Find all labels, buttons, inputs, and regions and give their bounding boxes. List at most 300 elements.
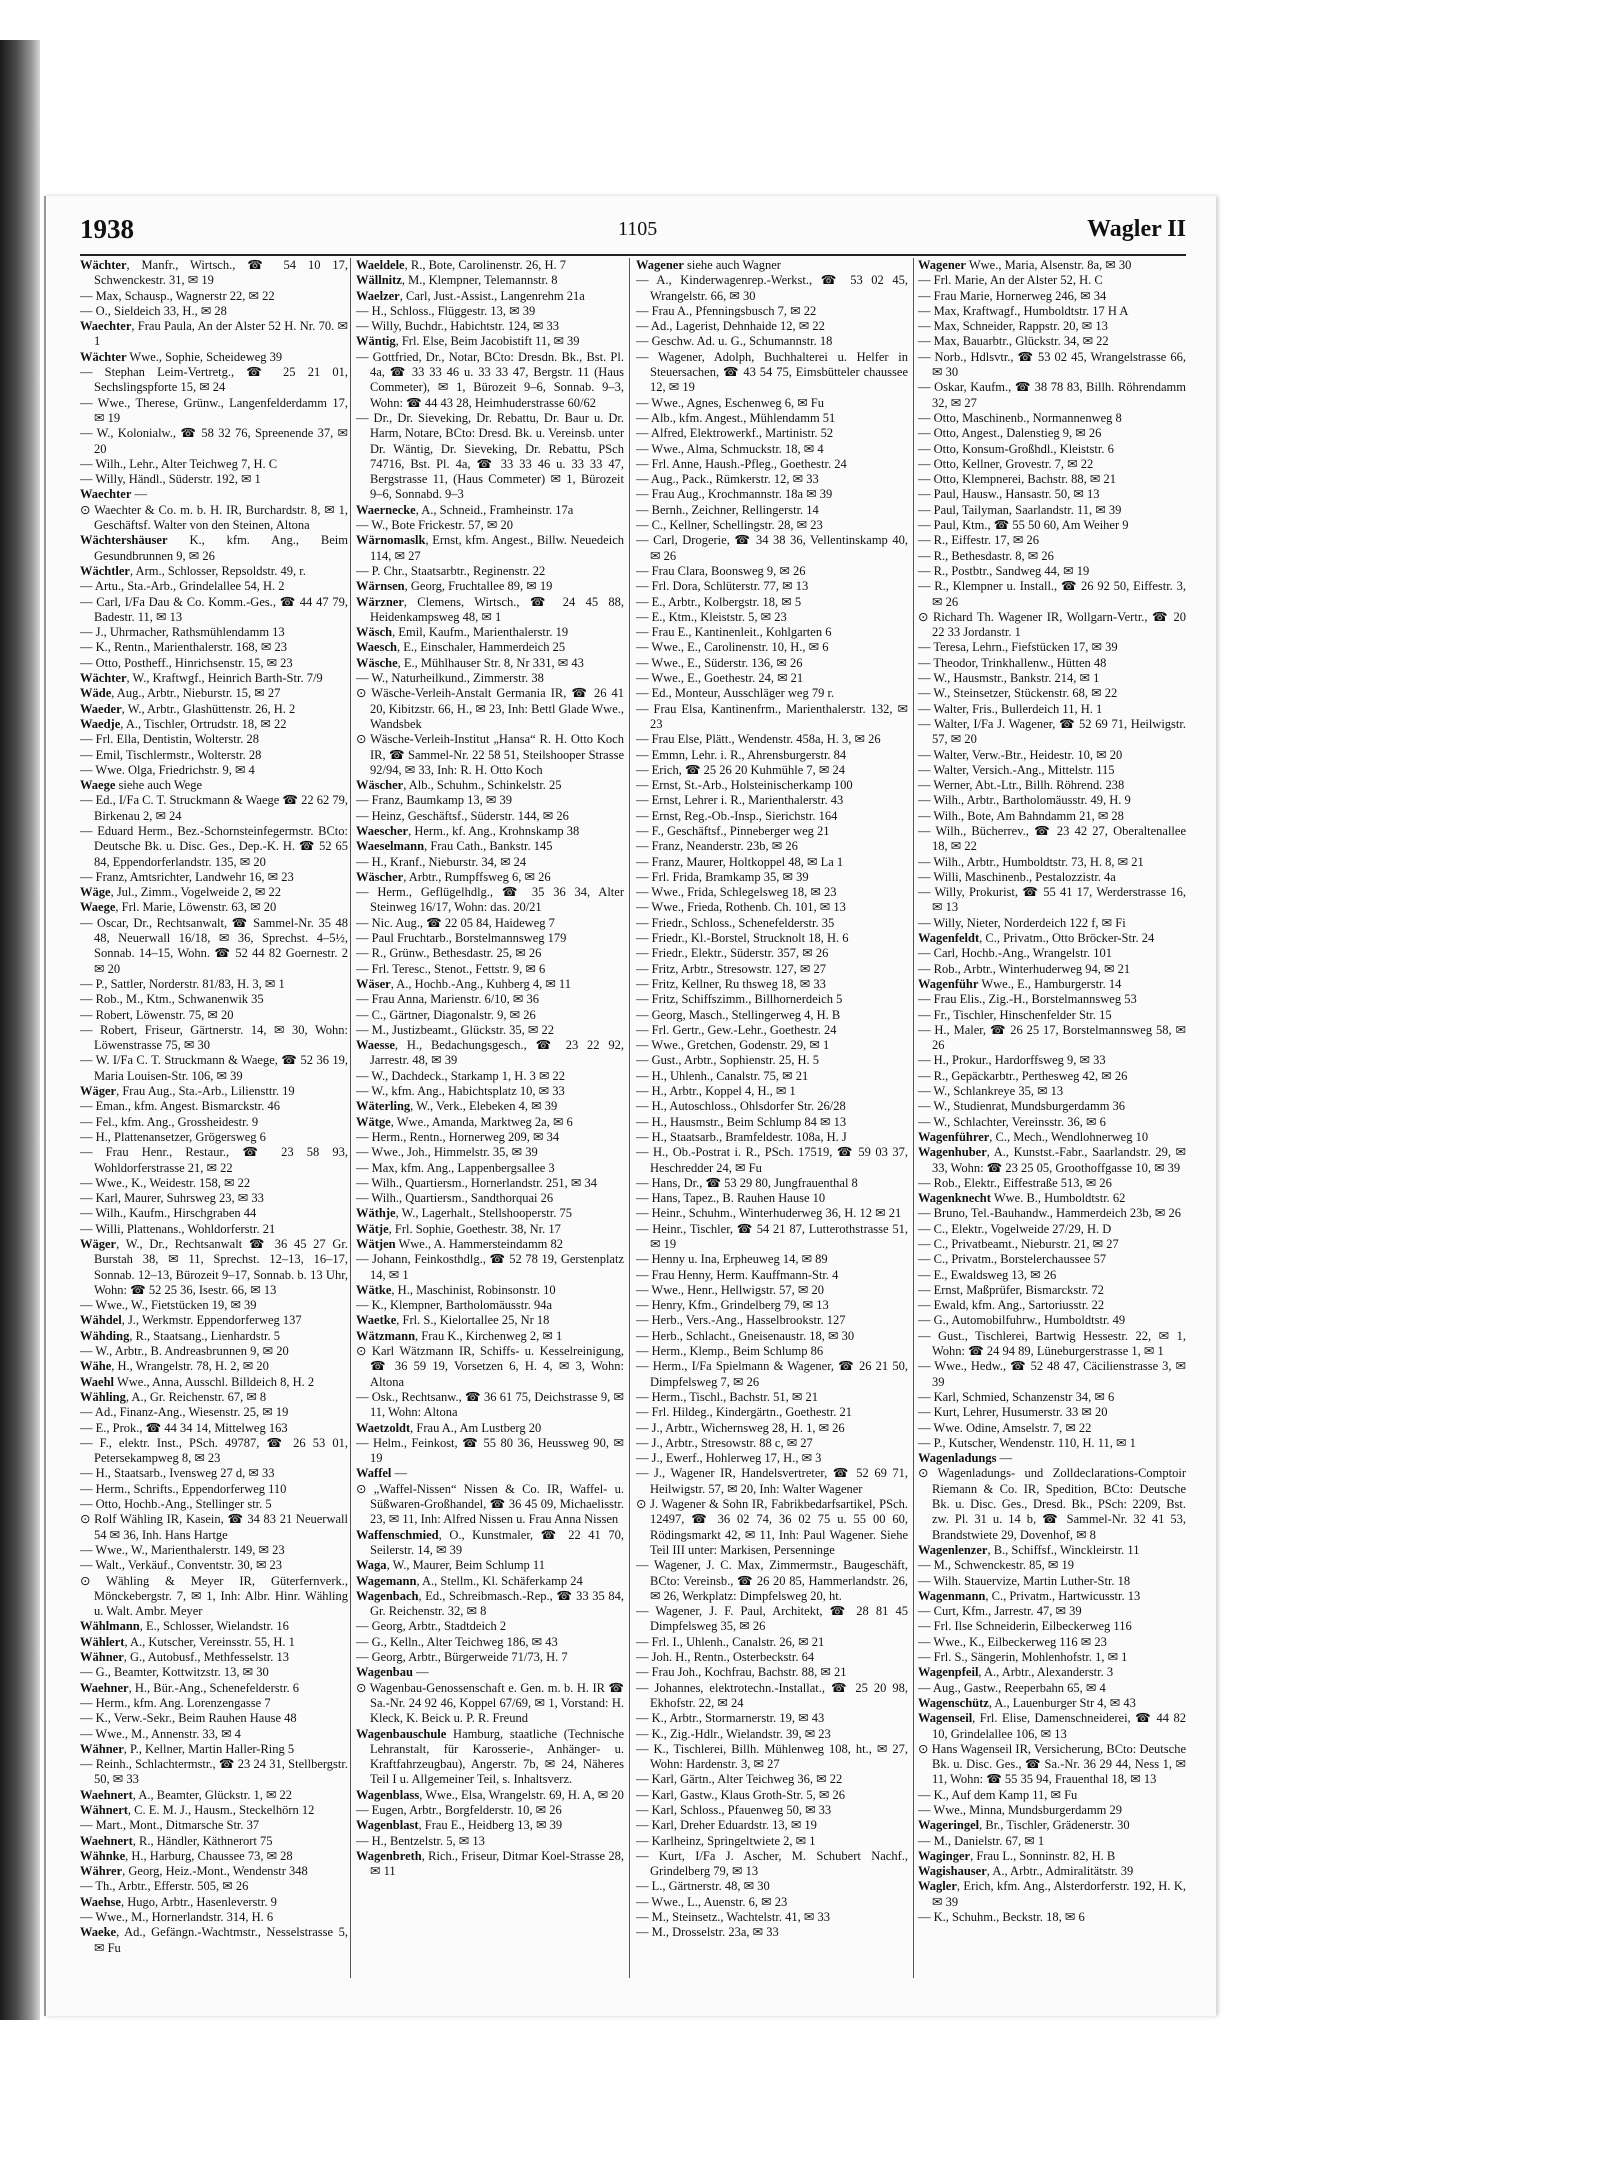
directory-entry: ⊙ Waechter & Co. m. b. H. IR, Burchardstr. 8, ✉ 1, Geschäftsf. Walter von den Steinen, Altona [80, 502, 348, 533]
directory-entry: Wagenbauschule Hamburg, staatliche (Technische Lehranstalt, für Karosserie-, Anhänger- u. Kraftfahrzeugbau), Angerstr. 7b, ✉ 24, Näheres Teil I u. Allgemeiner Teil, s. Inhaltsverz. [356, 1726, 624, 1787]
directory-entry: — Herm., kfm. Ang. Lorenzengasse 7 [80, 1695, 271, 1710]
directory-entry: — P., Kutscher, Wendenstr. 110, H. 11, ✉ 1 [918, 1435, 1136, 1450]
directory-entry: Waechter, Frau Paula, An der Alster 52 H. Nr. 70. ✉ 1 [80, 319, 348, 349]
directory-entry: Währer, Georg, Heiz.-Mont., Wendenstr 348 [80, 1864, 308, 1879]
directory-entry: — Frau E., Kantinenleit., Kohlgarten 6 [636, 625, 832, 640]
directory-entry: — P. Chr., Staatsarbtr., Reginenstr. 22 [356, 563, 546, 578]
directory-entry: — Dr., Dr. Sieveking, Dr. Rebattu, Dr. Baur u. Dr. Harm, Notare, BCto: Dresd. Bk. u. Vereinsb. unter Dr. Wäntig, Dr. Sieveking, Dr. Rebattu, PSch 74716, Bst. Pl. 4a, ☎ 33 33 46 u. 33 33 47, Bergstrasse 11, (Haus Commeter) ✉ 1, Bürozeit 9–6, Sonnabd. 9–3 [356, 410, 624, 502]
column-divider [350, 258, 351, 1978]
directory-page [44, 196, 1216, 2016]
directory-entry: — E., Prok., ☎ 44 34 14, Mittelweg 163 [80, 1420, 288, 1435]
directory-entry: — Wwe., Therese, Grünw., Langenfelderdamm 17, ✉ 19 [80, 395, 348, 425]
directory-entry: Wäger, W., Dr., Rechtsanwalt ☎ 36 45 27 Gr. Burstah 38, ✉ 11, Sprechst. 12–13, 16–17, Sonnab. 12–13, Bürozeit 9–17, Sonnab. b. 13 Uhr, Wohn: ☎ 52 25 36, Isestr. 66, ✉ 13 [80, 1237, 348, 1297]
directory-entry: Wagenblast, Frau E., Heidberg 13, ✉ 39 [356, 1818, 563, 1833]
directory-entry: ⊙ Richard Th. Wagener IR, Wollgarn-Vertr., ☎ 20 22 33 Jordanstr. 1 [918, 609, 1186, 640]
directory-entry: — Ernst, Lehrer i. R., Marienthalerstr. 43 [636, 793, 844, 808]
directory-entry: — Frau Marie, Hornerweg 246, ✉ 34 [918, 288, 1107, 303]
directory-entry: Wärnomaslk, Ernst, kfm. Angest., Billw. Neuedeich 114, ✉ 27 [356, 533, 624, 563]
directory-entry: Waechter — [80, 487, 147, 502]
directory-entry: — Ed., I/Fa C. T. Struckmann & Waege ☎ 22 62 79, Birkenau 2, ✉ 24 [80, 793, 348, 823]
directory-entry: — Frl. Ilse Schneiderin, Eilbeckerweg 116 [918, 1619, 1132, 1634]
directory-entry: — Bernh., Zeichner, Rellingerstr. 14 [636, 502, 819, 517]
directory-entry: — C., Gärtner, Diagonalstr. 9, ✉ 26 [356, 1007, 536, 1022]
directory-entry: — Wagener, Adolph, Buchhalterei u. Helfer in Steuersachen, ☎ 43 54 75, Eimsbütteler chaussee 12, ✉ 19 [636, 349, 908, 395]
directory-entry: — K., Rentn., Marienthalerstr. 168, ✉ 23 [80, 640, 287, 655]
directory-entry: — R., Bethesdastr. 8, ✉ 26 [918, 548, 1054, 563]
directory-entry: — Willy, Buchdr., Habichtstr. 124, ✉ 33 [356, 319, 560, 334]
directory-entry: ⊙ Rolf Wähling IR, Kasein, ☎ 34 83 21 Neuerwall 54 ✉ 36, Inh. Hans Hartge [80, 1512, 348, 1542]
directory-entry: — C., Kellner, Schellingstr. 28, ✉ 23 [636, 518, 823, 533]
directory-entry: Waege, Frl. Marie, Löwenstr. 63, ✉ 20 [80, 900, 277, 915]
directory-entry: — R., Postbtr., Sandweg 44, ✉ 19 [918, 563, 1090, 578]
directory-entry: Wählmann, E., Schlosser, Wielandstr. 16 [80, 1619, 289, 1634]
directory-entry: — Walter, Verw.-Btr., Heidestr. 10, ✉ 20 [918, 747, 1123, 762]
directory-entry: — R., Eiffestr. 17, ✉ 26 [918, 533, 1040, 548]
column-1 [80, 258, 348, 1978]
directory-entry: — Frl. Dora, Schlüterstr. 77, ✉ 13 [636, 579, 809, 594]
directory-entry: — Ewald, kfm. Ang., Sartoriusstr. 22 [918, 1298, 1105, 1313]
directory-entry: — J., Arbtr., Stresowstr. 88 c, ✉ 27 [636, 1435, 813, 1450]
directory-entry: — M., Justizbeamt., Glückstr. 35, ✉ 22 [356, 1022, 554, 1037]
directory-entry: — Otto, Postheff., Hinrichsenstr. 15, ✉ 23 [80, 655, 293, 670]
directory-entry: Waesse, H., Bedachungsgesch., ☎ 23 22 92, Jarrestr. 48, ✉ 39 [356, 1038, 624, 1068]
directory-entry: — Walter, Versich.-Ang., Mittelstr. 115 [918, 762, 1115, 777]
directory-entry: Wäthje, W., Lagerhalt., Stellshooperstr. 75 [356, 1206, 572, 1221]
directory-entry: — Willy, Händl., Süderstr. 192, ✉ 1 [80, 472, 261, 487]
directory-entry: Wagenführer, C., Mech., Wendlohnerweg 10 [918, 1129, 1149, 1144]
directory-entry: — Wilh., Bote, Am Bahndamm 21, ✉ 28 [918, 808, 1124, 823]
directory-entry: — Frau Elsa, Kantinenfrm., Marienthalerstr. 132, ✉ 23 [636, 701, 908, 731]
directory-entry: — C., Privatm., Borstelerchaussee 57 [918, 1252, 1107, 1267]
directory-entry: — Wwe., Agnes, Eschenweg 6, ✉ Fu [636, 395, 824, 410]
directory-entry: — Max, kfm. Ang., Lappenbergsallee 3 [356, 1160, 555, 1175]
header-year: 1938 [80, 214, 134, 244]
directory-entry: Waffenschmied, O., Kunstmaler, ☎ 22 41 70, Seilerstr. 14, ✉ 39 [356, 1527, 624, 1557]
directory-entry: Wagishauser, A., Arbtr., Admiralitätstr. 39 [918, 1864, 1134, 1879]
directory-entry: Waedje, A., Tischler, Ortrudstr. 18, ✉ 22 [80, 716, 287, 731]
directory-entry: Wätke, H., Maschinist, Robinsonstr. 10 [356, 1282, 556, 1297]
directory-entry: — Wwe., L., Auenstr. 6, ✉ 23 [636, 1894, 788, 1909]
directory-entry: — Herm., Geflügelhdlg., ☎ 35 36 34, Alter Steinweg 16/17, Wohn: das. 20/21 [356, 885, 624, 915]
directory-entry: — Frl. Anne, Haush.-Pfleg., Goethestr. 24 [636, 456, 847, 471]
directory-entry: Wagenfeldt, C., Privatm., Otto Bröcker-Str. 24 [918, 931, 1155, 946]
directory-entry: — W., Naturheilkund., Zimmerstr. 38 [356, 671, 544, 686]
directory-entry: — Heinr., Schuhm., Winterhuderweg 36, H. 12 ✉ 21 [636, 1206, 902, 1221]
directory-entry: — Wilh., Quartiersm., Sandthorquai 26 [356, 1191, 554, 1206]
directory-entry: — Fritz, Schiffszimm., Billhornerdeich 5 [636, 992, 843, 1007]
directory-entry: — Wwe., E., Carolinenstr. 10, H., ✉ 6 [636, 640, 829, 655]
directory-entry: — Hans, Dr., ☎ 53 29 80, Jungfrauenthal 8 [636, 1175, 858, 1190]
directory-entry: — Wwe., M., Annenstr. 33, ✉ 4 [80, 1726, 241, 1741]
directory-entry: — Helm., Feinkost, ☎ 55 80 36, Heussweg 90, ✉ 19 [356, 1435, 624, 1466]
directory-entry: — Franz, Maurer, Holtkoppel 48, ✉ La 1 [636, 854, 844, 869]
directory-entry: — Walt., Verkäuf., Conventstr. 30, ✉ 23 [80, 1558, 283, 1573]
directory-entry: — Ad., Finanz-Ang., Wiesenstr. 25, ✉ 19 [80, 1405, 289, 1420]
directory-entry: — E., Arbtr., Kolbergstr. 18, ✉ 5 [636, 594, 802, 609]
directory-entry: Wällnitz, M., Klempner, Telemannstr. 8 [356, 273, 558, 288]
directory-entry: — Johann, Feinkosthdlg., ☎ 52 78 19, Gerstenplatz 14, ✉ 1 [356, 1252, 624, 1282]
directory-entry: — Karl, Gastw., Klaus Groth-Str. 5, ✉ 26 [636, 1787, 845, 1802]
directory-entry: — Otto, Maschinenb., Normannenweg 8 [918, 410, 1122, 425]
directory-entry: — Reinh., Schlachtermstr., ☎ 23 24 31, Stellbergstr. 50, ✉ 33 [80, 1757, 348, 1787]
directory-entry: ⊙ Wagenbau-Genossenschaft e. Gen. m. b. H. IR ☎ Sa.-Nr. 24 92 46, Koppel 67/69, ✉ 1, Vorstand: H. Kleck, K. Beick u. P. R. Freund [356, 1680, 624, 1726]
directory-entry: — Wilh., Quartiersm., Hornerlandstr. 251, ✉ 34 [356, 1175, 597, 1190]
directory-entry: — Paul, Tailyman, Saarlandstr. 11, ✉ 39 [918, 502, 1122, 517]
directory-entry: — Gottfried, Dr., Notar, BCto: Dresdn. Bk., Bst. Pl. 4a, ☎ 33 33 46 u. 33 33 47, Bergstr. 11 (Haus Commeter), ✉ 1, Bürozeit 9–6, Sonnab. 9–3, Wohn: ☎ 44 43 28, Heimhuderstrasse 60/62 [356, 349, 624, 410]
directory-entry: Wächtershäuser K., kfm. Ang., Beim Gesundbrunnen 9, ✉ 26 [80, 533, 348, 563]
directory-entry: — Wwe., Hedw., ☎ 52 48 47, Cäcilienstrasse 3, ✉ 39 [918, 1359, 1186, 1389]
directory-entry: — K., Zig.-Hdlr., Wielandstr. 39, ✉ 23 [636, 1726, 831, 1741]
directory-entry: — Wwe. Odine, Amselstr. 7, ✉ 22 [918, 1420, 1092, 1435]
directory-entry: Wagenführ Wwe., E., Hamburgerstr. 14 [918, 976, 1122, 991]
directory-entry: — Georg, Masch., Stellingerweg 4, H. B [636, 1007, 841, 1022]
directory-entry: Waescher, Herm., kf. Ang., Krohnskamp 38 [356, 823, 580, 838]
directory-entry: — W., Schlachter, Vereinsstr. 36, ✉ 6 [918, 1114, 1106, 1129]
directory-entry: ⊙ Wähling & Meyer IR, Güterfernverk., Mönckebergstr. 7, ✉ 1, Inh: Albr. Hinr. Wähling u. Walt. Ambr. Meyer [80, 1573, 348, 1619]
directory-entry: — Ad., Lagerist, Dehnhaide 12, ✉ 22 [636, 319, 825, 334]
directory-entry: — H., Uhlenh., Canalstr. 75, ✉ 21 [636, 1068, 809, 1083]
directory-entry: Waeder, W., Arbtr., Glashüttenstr. 26, H. 2 [80, 701, 296, 716]
directory-entry: Waeselmann, Frau Cath., Bankstr. 145 [356, 839, 553, 854]
directory-entry: — Frl. Teresc., Stenot., Fettstr. 9, ✉ 6 [356, 961, 546, 976]
directory-entry: — F., Geschäftsf., Pinneberger weg 21 [636, 823, 830, 838]
directory-entry: — G., Kelln., Alter Teichweg 186, ✉ 43 [356, 1634, 558, 1649]
directory-entry: — Oskar, Kaufm., ☎ 38 78 83, Billh. Röhrendamm 32, ✉ 27 [918, 380, 1186, 410]
directory-entry: — R., Gepäckarbtr., Perthesweg 42, ✉ 26 [918, 1068, 1128, 1083]
directory-entry: — Wwe., Frida, Schlegelsweg 18, ✉ 23 [636, 885, 837, 900]
directory-entry: Wäde, Aug., Arbtr., Nieburstr. 15, ✉ 27 [80, 686, 281, 701]
directory-entry: Waehl Wwe., Anna, Ausschl. Billdeich 8, H. 2 [80, 1374, 315, 1389]
directory-entry: — Hans, Tapez., B. Rauhen Hause 10 [636, 1191, 826, 1206]
directory-entry: — J., Uhrmacher, Rathsmühlendamm 13 [80, 625, 285, 640]
directory-entry: Wagenbach, Ed., Schreibmasch.-Rep., ☎ 33 35 84, Gr. Reichenstr. 32, ✉ 8 [356, 1588, 624, 1619]
directory-entry: Wagenseil, Frl. Elise, Damenschneiderei, ☎ 44 82 10, Grindelallee 106, ✉ 13 [918, 1711, 1186, 1741]
directory-entry: — Karlheinz, Springeltwiete 2, ✉ 1 [636, 1833, 816, 1848]
directory-entry: — Frau Else, Plätt., Wendenstr. 458a, H. 3, ✉ 26 [636, 732, 881, 747]
directory-entry: Waehnert, R., Händler, Käthnerort 75 [80, 1833, 273, 1848]
directory-entry: Wäntig, Frl. Else, Beim Jacobistift 11, ✉ 39 [356, 334, 580, 349]
directory-entry: — Willy, Prokurist, ☎ 55 41 17, Werderstrasse 16, ✉ 13 [918, 885, 1186, 915]
directory-entry: Wageringel, Br., Tischler, Grädenerstr. 30 [918, 1818, 1130, 1833]
directory-entry: Wagemann, A., Stellm., Kl. Schäferkamp 24 [356, 1573, 583, 1588]
directory-entry: — Willi, Plattenans., Wohldorferstr. 21 [80, 1221, 276, 1236]
directory-entry: — C., Privatbeamt., Nieburstr. 21, ✉ 27 [918, 1237, 1119, 1251]
directory-entry: ⊙ Wäsche-Verleih-Anstalt Germania IR, ☎ 26 41 20, Kibitzstr. 66, H., ✉ 23, Inh: Bettl Glade Wwe., Wandsbek [356, 686, 624, 731]
directory-entry: — Frl. I., Uhlenh., Canalstr. 26, ✉ 21 [636, 1634, 825, 1649]
directory-entry: — Rob., Arbtr., Winterhuderweg 94, ✉ 21 [918, 961, 1131, 976]
directory-entry: Wätzmann, Frau K., Kirchenweg 2, ✉ 1 [356, 1328, 563, 1343]
directory-entry: Wäger, Frau Aug., Sta.-Arb., Liliensttr. 19 [80, 1084, 295, 1099]
directory-entry: — Paul, Ktm., ☎ 55 50 60, Am Weiher 9 [918, 518, 1129, 533]
directory-entry: Wäser, A., Hochb.-Ang., Kuhberg 4, ✉ 11 [356, 976, 571, 991]
column-divider [629, 258, 630, 1978]
directory-entry: — Herm., Tischl., Bachstr. 51, ✉ 21 [636, 1389, 819, 1404]
directory-entry: — Otto, Angest., Dalenstieg 9, ✉ 26 [918, 426, 1102, 441]
directory-entry: ⊙ Hans Wagenseil IR, Versicherung, BCto: Deutsche Bk. u. Disc. Ges., ☎ Sa.-Nr. 36 29 44, Ness 1, ✉ 11, Wohn: ☎ 55 35 94, Frauenthal 18, ✉ 13 [918, 1741, 1186, 1787]
directory-entry: — E., Ktm., Kleiststr. 5, ✉ 23 [636, 609, 787, 624]
directory-entry: — Mart., Mont., Ditmarsche Str. 37 [80, 1818, 260, 1833]
directory-entry: Wähnke, H., Harburg, Chaussee 73, ✉ 28 [80, 1848, 293, 1863]
directory-entry: — W., kfm. Ang., Habichtsplatz 10, ✉ 33 [356, 1084, 565, 1099]
directory-entry: — Walter, I/Fa J. Wagener, ☎ 52 69 71, Heilwigstr. 57, ✉ 20 [918, 716, 1186, 747]
directory-entry: — Ernst, Maßprüfer, Bismarckstr. 72 [918, 1282, 1104, 1297]
directory-entry: — Frl. Marie, An der Alster 52, H. C [918, 273, 1103, 288]
directory-entry: — Otto, Klempnerei, Bachstr. 88, ✉ 21 [918, 472, 1116, 487]
directory-entry: — Ernst, Reg.-Ob.-Insp., Sierichstr. 164 [636, 808, 838, 823]
directory-entry: — Erich, ☎ 25 26 20 Kuhmühle 7, ✉ 24 [636, 762, 846, 777]
directory-entry: ⊙ „Waffel-Nissen“ Nissen & Co. IR, Waffel- u. Süßwaren-Großhandel, ☎ 36 45 09, Michaelisstr. 23, ✉ 11, Inh: Alfred Nissen u. Frau Anna Nissen [356, 1481, 624, 1527]
directory-entry: — Kurt, Lehrer, Husumerstr. 33 ✉ 20 [918, 1405, 1108, 1420]
directory-entry: — Karl, Dreher Eduardstr. 13, ✉ 19 [636, 1818, 817, 1833]
directory-entry: Waetke, Frl. S., Kielortallee 25, Nr 18 [356, 1313, 550, 1328]
directory-entry: Wärnsen, Georg, Fruchtallee 89, ✉ 19 [356, 579, 553, 594]
directory-entry: — Fritz, Arbtr., Stresowstr. 127, ✉ 27 [636, 961, 826, 976]
directory-entry: — Wwe., Gretchen, Godenstr. 29, ✉ 1 [636, 1038, 830, 1053]
directory-entry: — H., Hausmstr., Beim Schlump 84 ✉ 13 [636, 1114, 847, 1129]
directory-entry: Wagenladungs — [918, 1451, 1013, 1466]
directory-entry: ⊙ Wagenladungs- und Zolldeclarations-Comptoir Riemann & Co. IR, Spedition, BCto: Deutsche Bk. u. Disc. Ges., Dresd. Bk., PSch: 2209, Bst. zw. Pl. 31 u. 14 b, ☎ Sammel-Nr. 32 41 53, Brandstwiete 29, Dovenhof, ✉ 8 [918, 1466, 1186, 1542]
directory-entry: — A., Kinderwagenrep.-Werkst., ☎ 53 02 45, Wrangelstr. 66, ✉ 30 [636, 273, 908, 303]
directory-entry: Wagenschütz, A., Lauenburger Str 4, ✉ 43 [918, 1695, 1136, 1710]
directory-entry: — Franz, Amtsrichter, Landwehr 16, ✉ 23 [80, 869, 294, 884]
directory-entry: — W., Studienrat, Mundsburgerdamm 36 [918, 1099, 1126, 1114]
directory-entry: — Teresa, Lehrn., Fiefstücken 17, ✉ 39 [918, 640, 1118, 655]
directory-entry: — M., Schwenckestr. 85, ✉ 19 [918, 1558, 1074, 1573]
directory-entry: — P., Sattler, Norderstr. 81/83, H. 3, ✉ 1 [80, 976, 285, 991]
directory-entry: — Karl, Maurer, Suhrsweg 23, ✉ 33 [80, 1191, 264, 1206]
directory-entry: Wählert, A., Kutscher, Vereinsstr. 55, H. 1 [80, 1634, 295, 1649]
directory-entry: — M., Steinsetz., Wachtelstr. 41, ✉ 33 [636, 1910, 830, 1925]
directory-entry: Wagenblass, Wwe., Elsa, Wrangelstr. 69, H. A, ✉ 20 [356, 1787, 624, 1802]
directory-entry: — Carl, I/Fa Dau & Co. Komm.-Ges., ☎ 44 47 79, Badestr. 11, ✉ 13 [80, 594, 348, 624]
directory-entry: — W., Kolonialw., ☎ 58 32 76, Spreenende 37, ✉ 20 [80, 426, 348, 456]
directory-entry: — Herm., Klemp., Beim Schlump 86 [636, 1344, 824, 1359]
directory-entry: — Wwe., M., Hornerlandstr. 314, H. 6 [80, 1910, 274, 1925]
directory-entry: — Heinr., Tischler, ☎ 54 21 87, Lutterothstrasse 51, ✉ 19 [636, 1221, 908, 1251]
book-spine [0, 40, 40, 2020]
directory-entry: — H., Bentzelstr. 5, ✉ 13 [356, 1833, 485, 1848]
directory-entry: — Wagener, J. F. Paul, Architekt, ☎ 28 81 45 Dimpfelsweg 35, ✉ 26 [636, 1604, 908, 1634]
directory-entry: — O., Sieldeich 33, H., ✉ 28 [80, 303, 227, 318]
directory-entry: — F., elektr. Inst., PSch. 49787, ☎ 26 53 01, Petersekampweg 8, ✉ 23 [80, 1435, 348, 1466]
page-number: 1105 [618, 218, 658, 240]
directory-entry: — Emil, Tischlermstr., Wolterstr. 28 [80, 747, 262, 762]
directory-entry: Wäsch, Emil, Kaufm., Marienthalerstr. 19 [356, 625, 569, 640]
directory-entry: — Carl, Drogerie, ☎ 34 38 36, Vellentinskamp 40, ✉ 26 [636, 533, 908, 563]
directory-entry: — Otto, Konsum-Großhdl., Kleiststr. 6 [918, 441, 1114, 456]
directory-entry: — G., Beamter, Kottwitzstr. 13, ✉ 30 [80, 1665, 269, 1680]
directory-entry: Wäterling, W., Verk., Elebeken 4, ✉ 39 [356, 1099, 558, 1114]
column-divider [913, 258, 914, 1978]
directory-entry: — Otto, Hochb.-Ang., Stellinger str. 5 [80, 1497, 272, 1512]
directory-entry: — Geschw. Ad. u. G., Schumannstr. 18 [636, 334, 833, 349]
directory-entry: — Fel., kfm. Ang., Grossheidestr. 9 [80, 1114, 259, 1129]
directory-entry: — Karl, Schloss., Pfauenweg 50, ✉ 33 [636, 1802, 832, 1817]
directory-entry: — Max, Schneider, Rappstr. 20, ✉ 13 [918, 319, 1108, 334]
directory-entry: — W., Dachdeck., Starkamp 1, H. 3 ✉ 22 [356, 1068, 566, 1083]
directory-entry: — Stephan Leim-Vertretg., ☎ 25 21 01, Sechslingspforte 15, ✉ 24 [80, 365, 348, 395]
directory-entry: — Georg, Arbtr., Stadtdeich 2 [356, 1619, 507, 1634]
column-4 [918, 258, 1186, 1978]
directory-entry: Waga, W., Maurer, Beim Schlump 11 [356, 1558, 545, 1573]
directory-entry: Waeke, Ad., Gefängn.-Wachtmstr., Nesselstrasse 5, ✉ Fu [80, 1925, 348, 1955]
directory-entry: — Wagener, J. C. Max, Zimmermstr., Baugeschäft, BCto: Vereinsb., ☎ 26 20 85, Hammerlandstr. 26, ✉ 26, Werkplatz: Dimpfelsweg 20, ht. [636, 1558, 908, 1603]
directory-entry: — H., Autoschloss., Ohlsdorfer Str. 26/28 [636, 1099, 846, 1114]
directory-entry: — Wilh., Kaufm., Hirschgraben 44 [80, 1206, 257, 1221]
directory-entry: ⊙ Wäsche-Verleih-Institut „Hansa“ R. H. Otto Koch IR, ☎ Sammel-Nr. 22 58 51, Steilshooper Strasse 92/94, ✉ 33, Inh: R. H. Otto Koch [356, 732, 624, 777]
directory-entry: — Franz, Neanderstr. 23b, ✉ 26 [636, 839, 798, 854]
directory-entry: Wähner, P., Kellner, Martin Haller-Ring 5 [80, 1741, 295, 1756]
directory-entry: — Robert, Friseur, Gärtnerstr. 14, ✉ 30, Wohn: Löwenstrasse 75, ✉ 30 [80, 1022, 348, 1053]
directory-entry: — H., Maler, ☎ 26 25 17, Borstelmannsweg 58, ✉ 26 [918, 1022, 1186, 1053]
columns [80, 258, 1186, 1978]
directory-entry: — Ed., Monteur, Ausschläger weg 79 r. [636, 686, 835, 701]
directory-entry: — Frl. Hildeg., Kindergärtn., Goethestr. 21 [636, 1405, 853, 1420]
directory-entry: — Wwe., K., Eilbeckerweg 116 ✉ 23 [918, 1634, 1107, 1649]
directory-entry: — Frau Clara, Boonsweg 9, ✉ 26 [636, 563, 806, 578]
directory-entry: — Oscar, Dr., Rechtsanwalt, ☎ Sammel-Nr. 35 48 48, Neuerwall 16/18, ✉ 36, Sprechst. 4–5½, Sonnab. 14–15, Wohn. ☎ 52 44 82 Goernestr. 2 ✉ 20 [80, 915, 348, 976]
directory-entry: — W. I/Fa C. T. Struckmann & Waege, ☎ 52 36 19, Maria Louisen-Str. 106, ✉ 39 [80, 1053, 348, 1083]
directory-entry: — Werner, Abt.-Ltr., Billh. Röhrend. 238 [918, 778, 1125, 793]
directory-entry: — Fr., Tischler, Hinschenfelder Str. 15 [918, 1007, 1112, 1022]
directory-entry: ⊙ J. Wagener & Sohn IR, Fabrikbedarfsartikel, PSch. 12497, ☎ 36 02 74, 36 02 75 u. 55 00 60, Rödingsmarkt 42, ✉ 11, Inh: Paul Wagener. Siehe Teil III unter: Markisen, Persenninge [636, 1497, 908, 1557]
directory-entry: — Frau Henny, Herm. Kauffmann-Str. 4 [636, 1267, 839, 1282]
directory-entry: — W., Steinsetzer, Stückenstr. 68, ✉ 22 [918, 686, 1118, 701]
directory-entry: — Frl. Frida, Bramkamp 35, ✉ 39 [636, 869, 809, 884]
directory-entry: — Wwe., E., Süderstr. 136, ✉ 26 [636, 655, 803, 670]
directory-entry: — Wwe., W., Fietstücken 19, ✉ 39 [80, 1298, 257, 1313]
directory-entry: Wätjen Wwe., A. Hammersteindamm 82 [356, 1237, 564, 1251]
directory-entry: — Paul Fruchtarb., Borstelmannsweg 179 [356, 931, 567, 946]
directory-entry: Wähe, H., Wrangelstr. 78, H. 2, ✉ 20 [80, 1359, 269, 1374]
directory-entry: — Bruno, Tel.-Bauhandw., Hammerdeich 23b, ✉ 26 [918, 1206, 1182, 1221]
directory-entry: — H., Arbtr., Koppel 4, H., ✉ 1 [636, 1084, 796, 1099]
directory-entry: — Georg, Arbtr., Bürgerweide 71/73, H. 7 [356, 1650, 568, 1665]
directory-entry: Wähnert, C. E. M. J., Hausm., Steckelhörn 12 [80, 1802, 315, 1817]
directory-entry: — Alb., kfm. Angest., Mühlendamm 51 [636, 410, 836, 425]
directory-entry: — Franz, Baumkamp 13, ✉ 39 [356, 793, 512, 808]
directory-entry: — Artu., Sta.-Arb., Grindelallee 54, H. 2 [80, 579, 285, 594]
directory-entry: Wähling, A., Gr. Reichenstr. 67, ✉ 8 [80, 1389, 267, 1404]
directory-entry: — Joh. H., Rentn., Osterbeckstr. 64 [636, 1650, 815, 1665]
directory-entry: — K., Verw.-Sekr., Beim Rauhen Hause 48 [80, 1711, 297, 1726]
directory-entry: Waehnert, A., Beamter, Glückstr. 1, ✉ 22 [80, 1787, 293, 1802]
directory-entry: — K., Klempner, Bartholomäusstr. 94a [356, 1298, 552, 1313]
directory-entry: — H., Prokur., Hardorffsweg 9, ✉ 33 [918, 1053, 1106, 1068]
directory-entry: — C., Elektr., Vogelweide 27/29, H. D [918, 1221, 1112, 1236]
directory-entry: — Herb., Vers.-Ang., Hasselbrookstr. 127 [636, 1313, 846, 1328]
directory-entry: — R., Grünw., Bethesdastr. 25, ✉ 26 [356, 946, 542, 961]
directory-entry: — Max, Schausp., Wagnerstr 22, ✉ 22 [80, 288, 275, 303]
directory-entry: Wagenhuber, A., Kunstst.-Fabr., Saarlandstr. 29, ✉ 33, Wohn: ☎ 23 25 05, Groothoffgasse 10, ✉ 39 [918, 1145, 1186, 1175]
directory-entry: — Carl, Hochb.-Ang., Wrangelstr. 101 [918, 946, 1113, 961]
directory-entry: — Ernst, St.-Arb., Holsteinischerkamp 100 [636, 778, 853, 793]
directory-entry: — H., Staatsarb., Ivensweg 27 d, ✉ 33 [80, 1466, 275, 1481]
directory-entry: Waesch, E., Einschaler, Hammerdeich 25 [356, 640, 566, 655]
directory-entry: — Frau Henr., Restaur., ☎ 23 58 93, Wohldorferstrasse 21, ✉ 22 [80, 1145, 348, 1175]
directory-entry: Wäsche, E., Mühlhauser Str. 8, Nr 331, ✉ 43 [356, 655, 584, 670]
directory-entry: — R., Klempner u. Install., ☎ 26 92 50, Eiffestr. 3, ✉ 26 [918, 579, 1186, 609]
directory-entry: — Alfred, Elektrowerkf., Martinistr. 52 [636, 426, 834, 441]
directory-entry: Waginger, Frau L., Sonninstr. 82, H. B [918, 1848, 1116, 1863]
directory-entry: Waelzer, Carl, Just.-Assist., Langenrehm 21a [356, 288, 585, 303]
directory-entry: — W., Schlankreye 35, ✉ 13 [918, 1084, 1064, 1099]
directory-entry: — Paul, Hausw., Hansastr. 50, ✉ 13 [918, 487, 1100, 502]
directory-entry: — Wilh., Arbtr., Bartholomäusstr. 49, H. 9 [918, 793, 1131, 808]
directory-entry: — Frau Joh., Kochfrau, Bachstr. 88, ✉ 21 [636, 1665, 847, 1680]
directory-entry: Wächter Wwe., Sophie, Scheideweg 39 [80, 349, 283, 364]
directory-entry: Wärzner, Clemens, Wirtsch., ☎ 24 45 88, Heidenkampsweg 48, ✉ 1 [356, 594, 624, 624]
directory-entry: — J., Ewerf., Hohlerweg 17, H., ✉ 3 [636, 1451, 822, 1466]
directory-entry: — Aug., Pack., Rümkerstr. 12, ✉ 33 [636, 472, 819, 487]
directory-entry: — Wwe., Frieda, Rothenb. Ch. 101, ✉ 13 [636, 900, 846, 915]
directory-entry: — Wwe. Olga, Friedrichstr. 9, ✉ 4 [80, 762, 255, 777]
directory-entry: — Wwe., E., Goethestr. 24, ✉ 21 [636, 671, 804, 686]
directory-entry: Wagener Wwe., Maria, Alsenstr. 8a, ✉ 30 [918, 258, 1132, 272]
directory-entry: — H., Plattenansetzer, Grögersweg 6 [80, 1129, 266, 1144]
directory-entry: — L., Gärtnerstr. 48, ✉ 30 [636, 1879, 770, 1894]
directory-entry: Waeldele, R., Bote, Carolinenstr. 26, H. 7 [356, 258, 567, 272]
directory-entry: — K., Schuhm., Beckstr. 18, ✉ 6 [918, 1910, 1085, 1925]
directory-entry: Wähdel, J., Werkmstr. Eppendorferweg 137 [80, 1313, 302, 1328]
directory-entry: — Frl. S., Sängerin, Mohlenhofstr. 1, ✉ 1 [918, 1650, 1128, 1665]
directory-entry: — Wwe., Minna, Mundsburgerdamm 29 [918, 1802, 1123, 1817]
directory-entry: — K., Arbtr., Stormarnerstr. 19, ✉ 43 [636, 1711, 825, 1726]
column-3 [636, 258, 908, 1978]
directory-entry: — Wwe., Alma, Schmuckstr. 18, ✉ 4 [636, 441, 824, 456]
directory-entry: — Henry, Kfm., Grindelberg 79, ✉ 13 [636, 1298, 829, 1313]
directory-entry: — Rob., M., Ktm., Schwanenwik 35 [80, 992, 264, 1007]
directory-entry: Waetzoldt, Frau A., Am Lustberg 20 [356, 1420, 542, 1435]
directory-entry: Wäscher, Arbtr., Rumpffsweg 6, ✉ 26 [356, 869, 551, 884]
directory-entry: — Frl. Gertr., Gew.-Lehr., Goethestr. 24 [636, 1022, 837, 1037]
directory-entry: — Herb., Schlacht., Gneisenaustr. 18, ✉ 30 [636, 1328, 855, 1343]
directory-entry: — Gust., Tischlerei, Bartwig Hessestr. 22, ✉ 1, Wohn: ☎ 24 94 89, Lüneburgerstrasse 1, ✉ 1 [918, 1328, 1186, 1359]
directory-entry: — Eugen, Arbtr., Borgfelderstr. 10, ✉ 26 [356, 1802, 562, 1817]
directory-entry: — Friedr., Schloss., Schenefelderstr. 35 [636, 915, 835, 930]
directory-entry: Wagenbau — [356, 1665, 429, 1680]
directory-entry: — Norb., Hdlsvtr., ☎ 53 02 45, Wrangelstrasse 66, ✉ 30 [918, 349, 1186, 380]
header-rule [80, 254, 1186, 256]
directory-entry: Waffel — [356, 1466, 408, 1481]
directory-entry: Waehner, H., Bür.-Ang., Schenefelderstr. 6 [80, 1680, 300, 1695]
directory-entry: — Herm., I/Fa Spielmann & Wagener, ☎ 26 21 50, Dimpfelsweg 7, ✉ 26 [636, 1359, 908, 1389]
directory-entry: — Frau Elis., Zig.-H., Borstelmannsweg 53 [918, 992, 1137, 1007]
directory-entry: — Robert, Löwenstr. 75, ✉ 20 [80, 1007, 234, 1022]
directory-entry: — Nic. Aug., ☎ 22 05 84, Haideweg 7 [356, 915, 555, 930]
directory-entry: — Frl. Ella, Dentistin, Wolterstr. 28 [80, 732, 259, 747]
directory-entry: — Herm., Schrifts., Eppendorferweg 110 [80, 1481, 287, 1496]
directory-entry: Wähding, R., Staatsang., Lienhardstr. 5 [80, 1328, 281, 1343]
directory-entry: Wächtler, Arm., Schlosser, Repsoldstr. 49, r. [80, 563, 306, 578]
directory-entry: Wähner, G., Autobusf., Methfesselstr. 13 [80, 1650, 290, 1665]
directory-entry: Wagenlenzer, B., Schiffsf., Winckleirstr. 11 [918, 1542, 1140, 1557]
directory-entry: — Otto, Kellner, Grovestr. 7, ✉ 22 [918, 456, 1094, 471]
directory-entry: — Osk., Rechtsanw., ☎ 36 61 75, Deichstrasse 9, ✉ 11, Wohn: Altona [356, 1389, 624, 1420]
directory-entry: Waege siehe auch Wege [80, 778, 202, 793]
directory-entry: — J., Arbtr., Wichernsweg 28, H. 1, ✉ 26 [636, 1420, 845, 1435]
directory-entry: — K., Auf dem Kamp 11, ✉ Fu [918, 1787, 1078, 1802]
directory-entry: — Wilh. Stauervize, Martin Luther-Str. 18 [918, 1573, 1131, 1588]
directory-entry: — Rob., Elektr., Eiffestraße 513, ✉ 26 [918, 1175, 1112, 1190]
directory-entry: Wätje, Frl. Sophie, Goethestr. 38, Nr. 17 [356, 1221, 561, 1236]
directory-entry: Wagenknecht Wwe. B., Humboldtstr. 62 [918, 1191, 1126, 1206]
directory-entry: — Frau Aug., Krochmannstr. 18a ✉ 39 [636, 487, 833, 502]
directory-entry: — Wwe., Joh., Himmelstr. 35, ✉ 39 [356, 1145, 538, 1160]
directory-entry: — Max, Bauarbtr., Glückstr. 34, ✉ 22 [918, 334, 1109, 349]
directory-entry: — Theodor, Trinkhallenw., Hütten 48 [918, 655, 1107, 670]
directory-entry: — H., Kranf., Nieburstr. 34, ✉ 24 [356, 854, 527, 869]
